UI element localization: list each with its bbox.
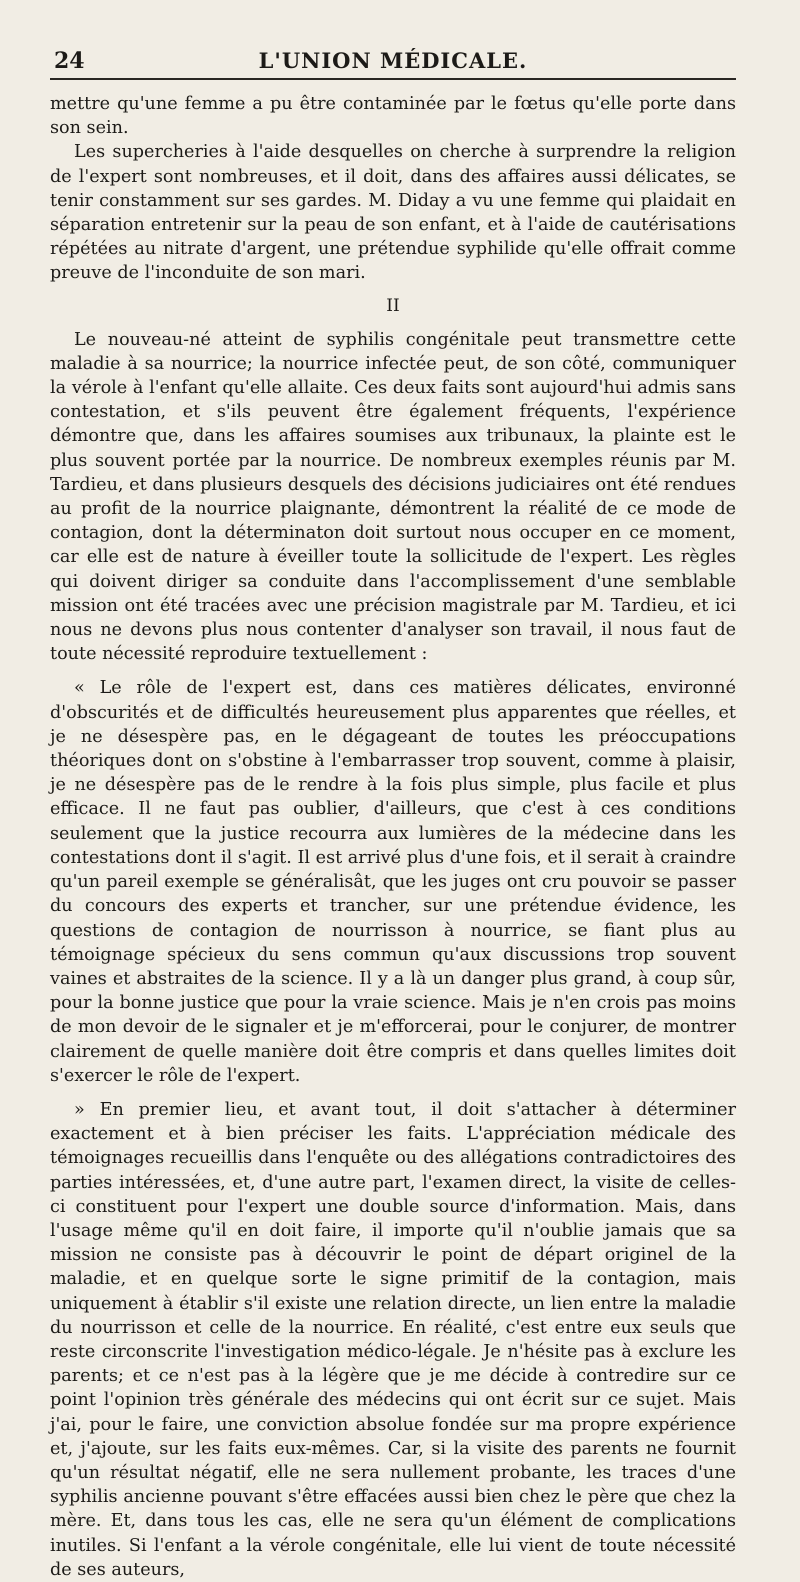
section-number: II [386,295,400,316]
paragraph-supercheries: Les supercheries à l'aide desquelles on cherche à surprendre la religion de l'expert sont nombreuses, et il doit, dans des affaires aussi délicates, se tenir constamment sur ses gardes. M. Diday a vu une femme qui plaidait en séparation entretenir sur la peau de son enfant, et à l'aide de cautérisations répétées au nitrate d'argent, une prétendue syphilide qu'elle offrait comme preuve de l'inconduite de son mari. [50,142,736,284]
page-header [50,48,736,80]
paragraph-nouveau-ne: Le nouveau-né atteint de syphilis congénitale peut transmettre cette maladie à sa nourrice; la nourrice infectée peut, de son côté, communiquer la vérole à l'enfant qu'elle allaite. Ces deux faits sont aujourd'hui admis sans contestation, et s'ils peuvent être également fréquents, l'expérience démontre que, dans les affaires soumises aux tribunaux, la plainte est le plus souvent portée par la nourrice. De nombreux exemples réunis par M. Tardieu, et dans plusieurs desquels des décisions judiciaires ont été rendues au profit de la nourrice plaignante, démontrent la réalité de ce mode de contagion, dont la déterminaton doit surtout nous occuper en ce moment, car elle est de nature à éveiller toute la sollicitude de l'expert. Les règles qui doivent diriger sa conduite dans l'accomplissement d'une semblable mission ont été tracées avec une précision magistrale par M. Tardieu, et ici nous ne devons plus nous contenter d'analyser son travail, il nous faut de toute nécessité reproduire textuellement : [50,329,736,665]
paragraph-quote-premier-lieu: » En premier lieu, et avant tout, il doit s'attacher à déterminer exactement et à bien préciser les faits. L'appréciation médicale des témoignages recueillis dans l'enquête ou des allégations contradictoires des parties intéressées, et, d'une autre part, l'examen direct, la visite de celles-ci constituent pour l'expert une double source d'information. Mais, dans l'usage même qu'il en doit faire, il importe qu'il n'oublie jamais que sa mission ne consiste pas à découvrir le point de départ originel de la maladie, et en quelque sorte le signe primitif de la contagion, mais uniquement à établir s'il existe une relation directe, un lien entre la maladie du nourrisson et celle de la nourrice. En réalité, c'est entre eux seuls que reste circonscrite l'investigation médico-légale. Je n'hésite pas à exclure les parents; et ce n'est pas à la légère que je me décide à contredire sur ce point l'opinion très générale des médecins qui ont écrit sur ce sujet. Mais j'ai, pour le faire, une conviction absolue fondée sur ma propre expérience et, j'ajoute, sur les faits eux-mêmes. Car, si la visite des parents ne fournit qu'un résultat négatif, elle ne sera nullement probante, les traces d'une syphilis ancienne pouvant s'être effacées aussi bien chez le père que chez la mère. Et, dans tous les cas, elle ne sera qu'un élément de complications inutiles. Si l'enfant a la vérole congénitale, elle lui vient de toute nécessité de ses auteurs, [50,1099,736,1580]
paragraph-continuation: mettre qu'une femme a pu être contaminée par le fœtus qu'elle porte dans son sein. [50,94,736,139]
text-body [50,92,736,1582]
paragraph-quote-role-expert: « Le rôle de l'expert est, dans ces matières délicates, environné d'obscurités et de difficultés heureusement plus apparentes que réelles, et je ne désespère pas, en le dégageant de toutes les préoccupations théoriques dont on s'obstine à l'embarrasser trop souvent, comme à plaisir, je ne désespère pas de le rendre à la fois plus simple, plus facile et plus efficace. Il ne faut pas oublier, d'ailleurs, que c'est à ces conditions seulement que la justice recourra aux lumières de la médecine dans les contestations dont il s'agit. Il est arrivé plus d'une fois, et il serait à craindre qu'un pareil exemple se généralisât, que les juges ont cru pouvoir se passer du concours des experts et trancher, sur une prétendue évidence, les questions de contagion de nourrisson à nourrice, se fiant plus au témoignage spécieux du sens commun qu'aux discussions trop souvent vaines et abstraites de la science. Il y a là un danger plus grand, à coup sûr, pour la bonne justice que pour la vraie science. Mais je n'en crois pas moins de mon devoir de le signaler et je m'efforcerai, pour le conjurer, de montrer clairement de quelle manière doit être compris et dans quelles limites doit s'exercer le rôle de l'expert. [50,678,736,1086]
page-number: 24 [54,48,85,74]
paragraph-spacer [50,1088,736,1098]
running-title: L'UNION MÉDICALE. [258,48,528,73]
paragraph-spacer [50,666,736,676]
